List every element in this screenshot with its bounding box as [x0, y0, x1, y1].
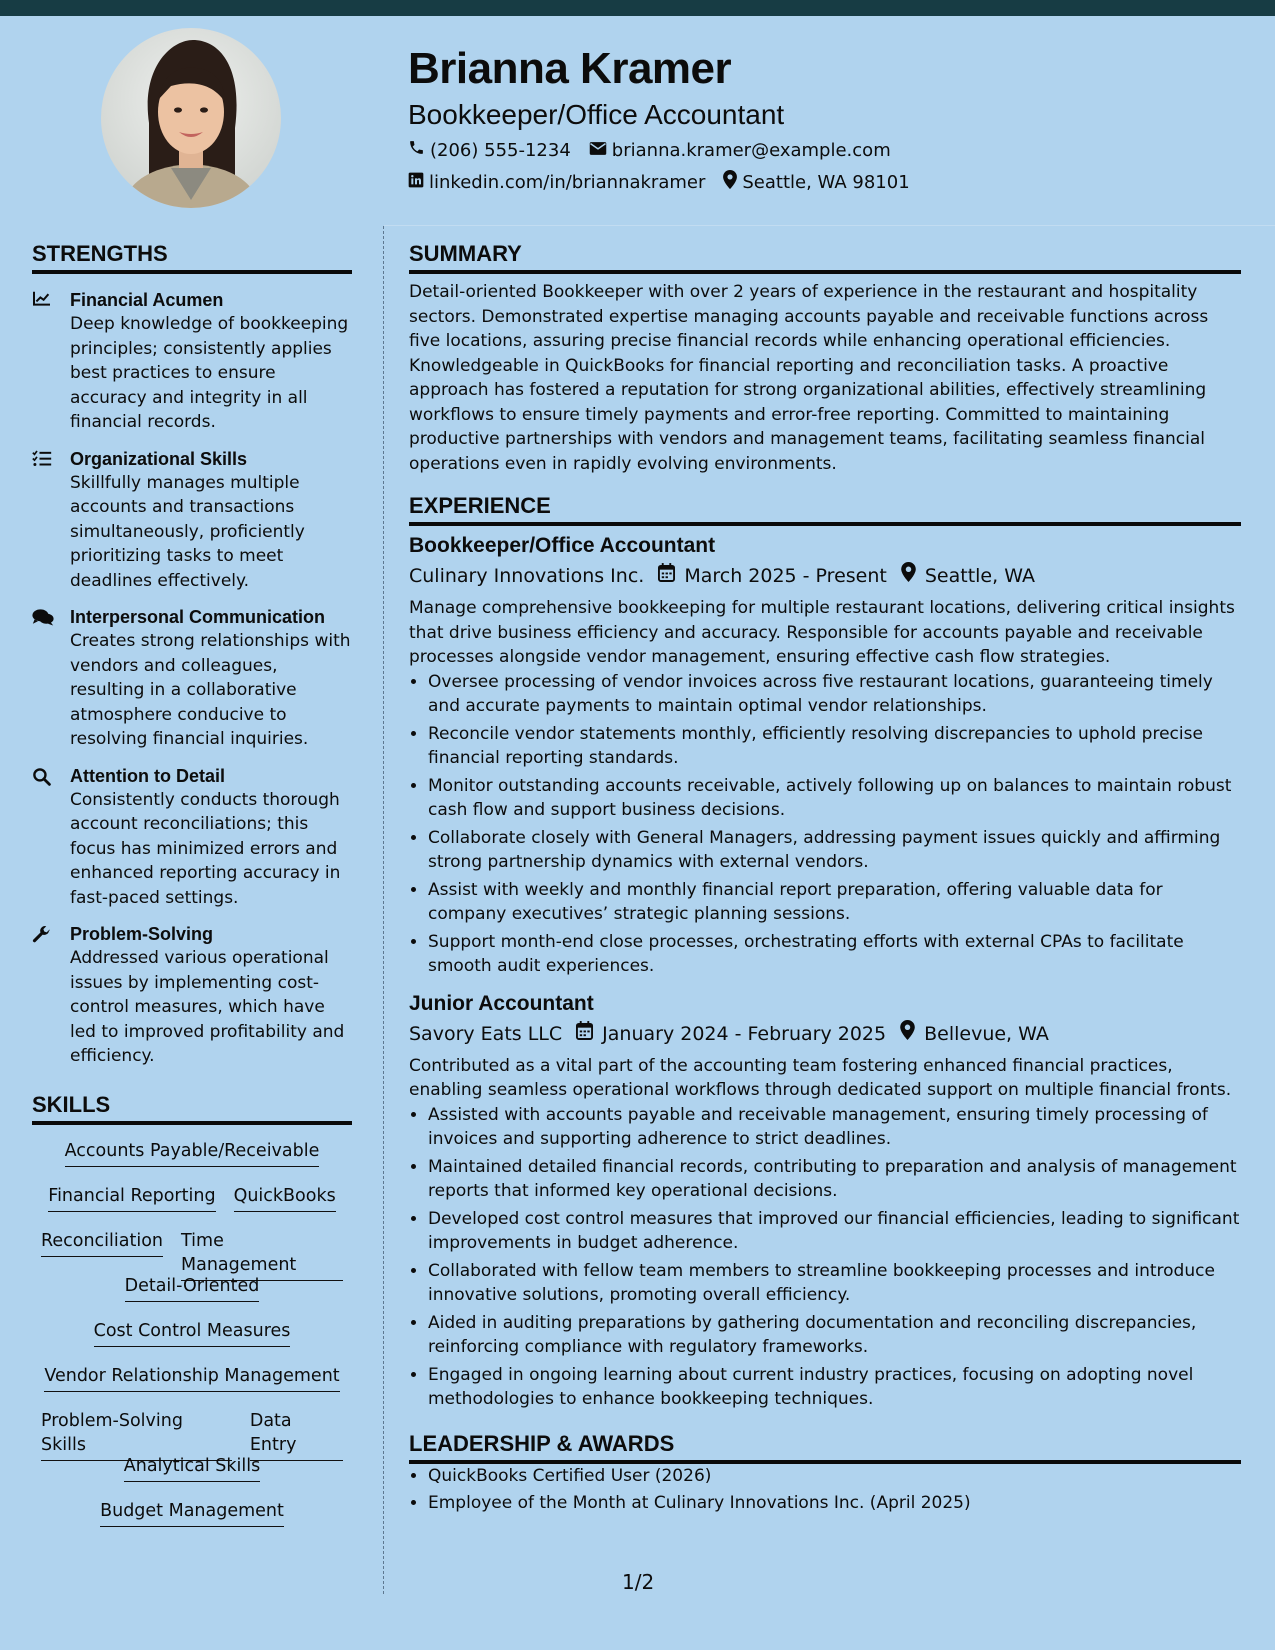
- phone-text: (206) 555-1234: [430, 139, 571, 161]
- skill-tag: Data Entry: [250, 1403, 343, 1461]
- awards-list: [409, 1464, 1241, 1516]
- header-divider: [384, 225, 1275, 226]
- awards-section: [409, 1430, 1241, 1516]
- strength-title: Organizational Skills: [70, 448, 248, 469]
- job-description: Manage comprehensive bookkeeping for multiple restaurant locations, delivering critical insights that drive business efficiency and accuracy. Responsible for accounts payable and receivable processes alongside vendor management, ensuring effective cash flow strategies.: [409, 598, 1235, 667]
- job-meta: [409, 1020, 1241, 1048]
- phone-icon: [408, 139, 430, 161]
- job-bullet: • Assisted with accounts payable and receivable management, ensuring timely processing of invoices and supporting adherence to strict deadlines.: [428, 1103, 1241, 1152]
- job-bullets: [409, 670, 1241, 979]
- job-bullet: • Support month-end close processes, orchestrating efforts with external CPAs to facilitate smooth audit experiences.: [428, 930, 1241, 979]
- job-bullets: [409, 1103, 1241, 1412]
- skill-tag: Time Management: [181, 1223, 343, 1281]
- map-pin-icon: [900, 1020, 924, 1048]
- location-text: Seattle, WA 98101: [742, 171, 910, 193]
- skills-section: [32, 1091, 352, 1538]
- job-dates: [576, 1020, 886, 1048]
- linkedin-text: linkedin.com/in/briannakramer: [429, 171, 706, 193]
- job-entry: [409, 533, 1241, 979]
- skill-tag: Budget Management: [100, 1493, 284, 1527]
- avatar: [101, 28, 281, 208]
- award-item: • QuickBooks Certified User (2026): [428, 1464, 1241, 1489]
- job-meta: [409, 562, 1241, 590]
- skill-row: [32, 1358, 352, 1403]
- skill-tag: Detail-Oriented: [125, 1268, 260, 1302]
- envelope-icon: [589, 140, 612, 161]
- linkedin-icon: [408, 172, 429, 193]
- skill-tag: Accounts Payable/Receivable: [65, 1133, 320, 1167]
- skill-row: [32, 1493, 352, 1538]
- header: [408, 40, 928, 198]
- contact-row-1: [408, 134, 928, 166]
- strength-title: Attention to Detail: [70, 765, 225, 786]
- strength-item: [32, 764, 352, 911]
- experience-section: [409, 492, 1241, 1412]
- skills-heading: SKILLS: [32, 1091, 352, 1125]
- strength-title: Interpersonal Communication: [70, 607, 326, 627]
- job-dates-text: January 2024 - February 2025: [602, 1022, 887, 1045]
- summary-text: Detail-oriented Bookkeeper with over 2 years of experience in the restaurant and hospitality sectors. Demonstrated expertise managing accounts payable and receivable functions across five locations, assuring precise financial records while enhancing operational efficiencies. Knowledgeable in QuickBooks for financial reporting and reconciliation tasks. A proactive approach has fostered a reputation for strong organizational abilities, effectively streamlining workflows to ensure timely payments and error-free reporting. Committed to maintaining productive partnerships with vendors and management teams, facilitating seamless financial operations even in rapidly evolving environments.: [409, 282, 1209, 474]
- column-divider: [383, 226, 384, 1594]
- strengths-section: [32, 240, 352, 1069]
- candidate-title: Bookkeeper/Office Accountant: [408, 99, 785, 130]
- candidate-name: Brianna Kramer: [408, 44, 732, 93]
- linkedin-contact[interactable]: [408, 172, 705, 193]
- job-description: Contributed as a vital part of the accounting team fostering enhanced financial practices, enabling seamless operational workflows through dedicated support on multiple financial fronts.: [409, 1055, 1232, 1100]
- wrench-icon: [32, 922, 70, 1069]
- right-column: [409, 240, 1241, 1518]
- skill-tag: Reconciliation: [41, 1223, 163, 1257]
- award-item: • Employee of the Month at Culinary Innovations Inc. (April 2025): [428, 1491, 1241, 1516]
- experience-heading: EXPERIENCE: [409, 492, 1241, 526]
- job-bullet: • Monitor outstanding accounts receivable, actively following up on balances to maintain robust cash flow and support business decisions.: [428, 774, 1241, 823]
- job-title: Bookkeeper/Office Accountant: [409, 534, 716, 557]
- map-pin-icon: [901, 562, 925, 590]
- magnifier-icon: [32, 764, 70, 911]
- job-entry: [409, 991, 1241, 1412]
- email-text: brianna.kramer@example.com: [611, 139, 891, 161]
- strengths-heading: STRENGTHS: [32, 240, 352, 274]
- strength-item: [32, 288, 352, 435]
- job-bullet: • Assist with weekly and monthly financial report preparation, offering valuable data for company executives’ strategic planning sessions.: [428, 878, 1241, 927]
- phone-contact: [408, 139, 571, 161]
- strength-desc: Addressed various operational issues by implementing cost-control measures, which have led to improved profitability and efficiency.: [70, 948, 345, 1066]
- strength-item: [32, 922, 352, 1069]
- job-bullet: • Collaborated with fellow team members to streamline bookkeeping processes and introduce innovative solutions, promoting overall efficiency.: [428, 1259, 1241, 1308]
- location-contact: [723, 170, 909, 194]
- job-bullet: • Oversee processing of vendor invoices across five restaurant locations, guaranteeing timely and accurate payments to maintain optimal vendor relationships.: [428, 670, 1241, 719]
- skill-tag: Cost Control Measures: [94, 1313, 291, 1347]
- job-company: Savory Eats LLC: [409, 1022, 563, 1045]
- left-column: [32, 240, 352, 1538]
- awards-heading: LEADERSHIP & AWARDS: [409, 1430, 1241, 1464]
- chart-line-icon: [32, 288, 70, 435]
- job-bullet: • Aided in auditing preparations by gathering documentation and reconciling discrepancies, reinforcing compliance with regulatory frameworks.: [428, 1311, 1241, 1360]
- job-location-text: Seattle, WA: [924, 565, 1035, 587]
- contact-row-2: [408, 166, 928, 198]
- skill-row: [32, 1178, 352, 1223]
- summary-section: [409, 240, 1241, 476]
- strength-desc: Skillfully manages multiple accounts and transactions simultaneously, proficiently prioritizing tasks to meet deadlines effectively.: [70, 472, 305, 591]
- strength-item: [32, 447, 352, 594]
- top-bar: [0, 0, 1275, 16]
- job-location-text: Bellevue, WA: [924, 1022, 1049, 1045]
- calendar-icon: [576, 1020, 602, 1048]
- job-dates: [658, 562, 887, 590]
- job-title: Junior Accountant: [409, 991, 594, 1015]
- job-location: [901, 562, 1035, 590]
- strength-desc: Deep knowledge of bookkeeping principles; consistently applies best practices to ensure accuracy and integrity in all financial records.: [70, 314, 349, 432]
- strength-title: Problem-Solving: [70, 924, 214, 944]
- page-number: 1/2: [622, 1570, 655, 1594]
- list-check-icon: [32, 447, 70, 594]
- calendar-icon: [658, 562, 684, 590]
- job-bullet: • Collaborate closely with General Managers, addressing payment issues quickly and affirming strong partnership dynamics with external vendors.: [428, 826, 1241, 875]
- job-location: [900, 1020, 1049, 1048]
- job-bullet: • Maintained detailed financial records, contributing to preparation and analysis of management reports that informed key operational decisions.: [428, 1155, 1241, 1204]
- email-contact[interactable]: [589, 140, 891, 161]
- job-company: Culinary Innovations Inc.: [409, 565, 645, 587]
- skill-row: [32, 1223, 352, 1275]
- skill-row: [32, 1133, 352, 1178]
- strength-title: Financial Acumen: [70, 290, 224, 310]
- map-pin-icon: [723, 170, 742, 194]
- skill-tag: Analytical Skills: [124, 1448, 260, 1482]
- comments-icon: [32, 605, 70, 752]
- skill-tag: QuickBooks: [234, 1178, 336, 1212]
- skill-tag: Vendor Relationship Management: [44, 1358, 339, 1392]
- job-dates-text: March 2025 - Present: [684, 565, 887, 587]
- strength-desc: Consistently conducts thorough account reconciliations; this focus has minimized errors and enhanced reporting accuracy in fast-paced settings.: [70, 789, 341, 908]
- summary-heading: SUMMARY: [409, 240, 1241, 274]
- skills-list: [32, 1125, 352, 1538]
- job-bullet: • Developed cost control measures that improved our financial efficiencies, leading to significant improvements in budget adherence.: [428, 1207, 1241, 1256]
- strength-item: [32, 605, 352, 752]
- skill-row: [32, 1403, 352, 1455]
- job-bullet: • Reconcile vendor statements monthly, efficiently resolving discrepancies to uphold precise financial reporting standards.: [428, 722, 1241, 771]
- skill-row: [32, 1313, 352, 1358]
- skill-tag: Problem-Solving Skills: [41, 1403, 232, 1461]
- strength-desc: Creates strong relationships with vendors and colleagues, resulting in a collaborative atmosphere conducive to resolving financial inquiries.: [70, 631, 351, 749]
- skill-tag: Financial Reporting: [48, 1178, 215, 1212]
- job-bullet: • Engaged in ongoing learning about current industry practices, focusing on adopting novel methodologies to enhance bookkeeping techniques.: [428, 1363, 1241, 1412]
